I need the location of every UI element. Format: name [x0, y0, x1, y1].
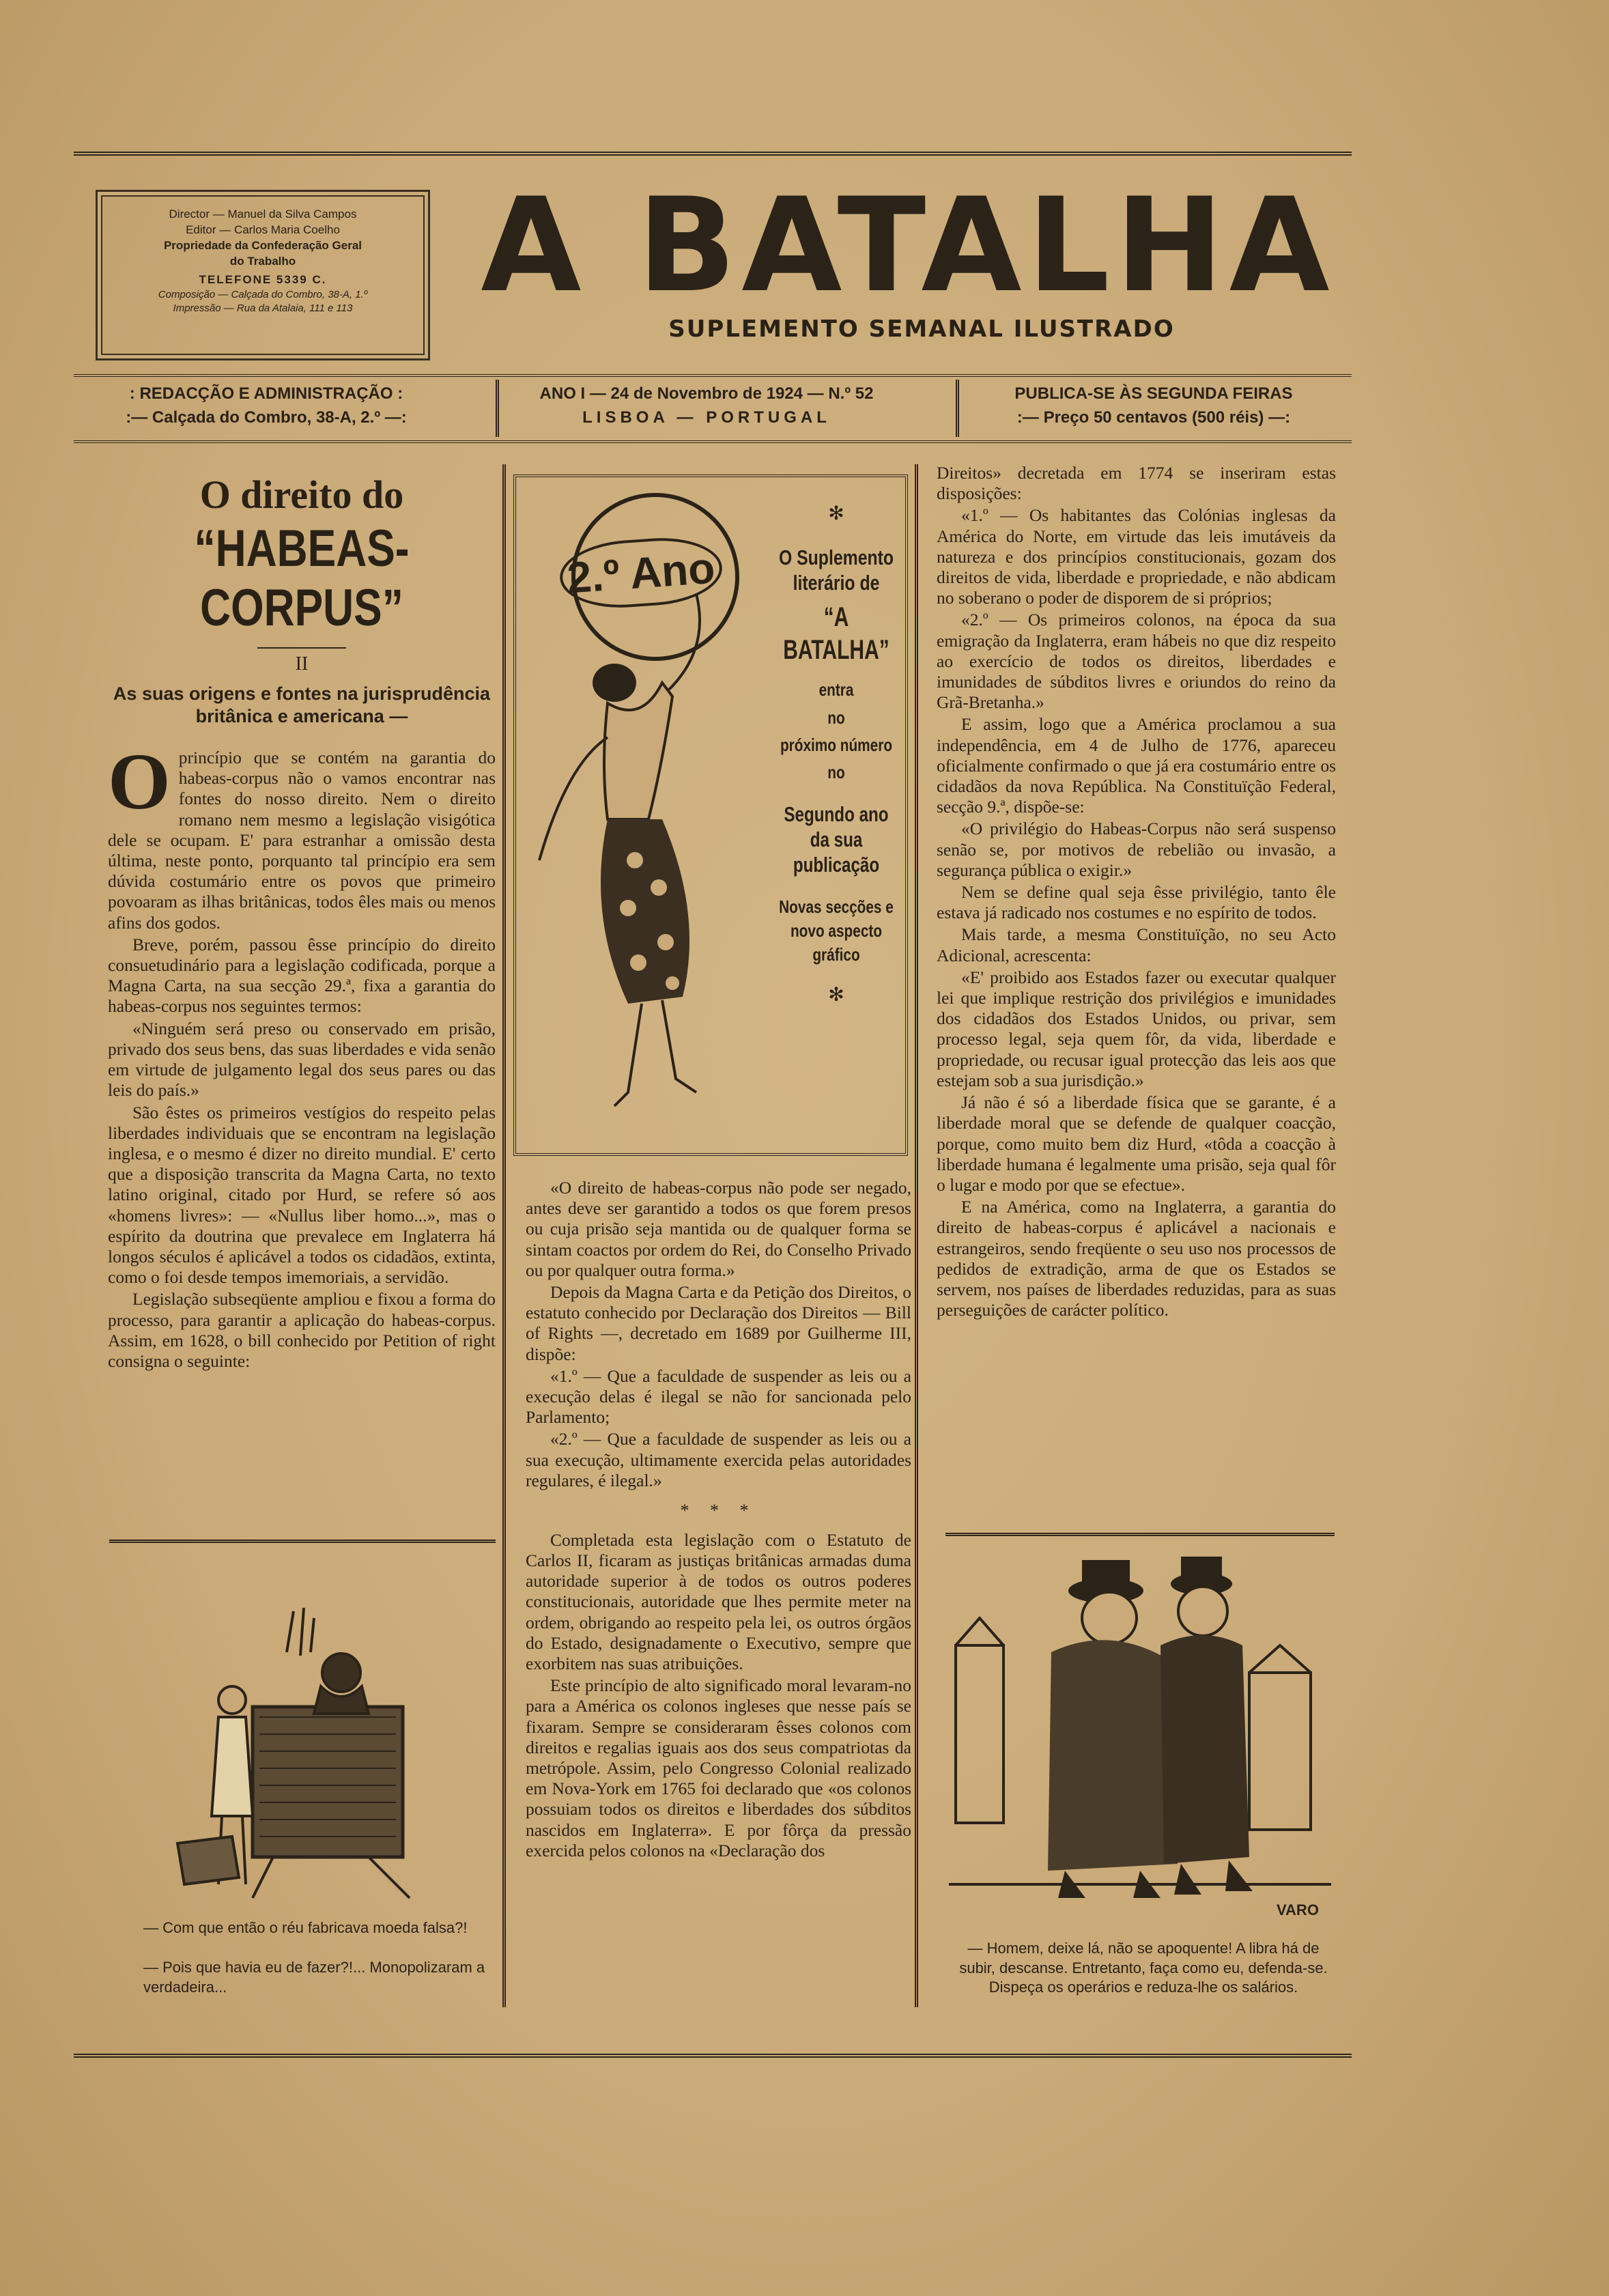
article-paragraph: Nem se define qual seja êsse privilégio, tanto êle estava já radicado nos costumes e no espírito de todos.: [937, 882, 1336, 923]
composition-line: Composição — Calçada do Combro, 38-A, 1.º: [158, 288, 368, 300]
article-title-line-2: “HABEAS-CORPUS”: [194, 519, 410, 637]
article-paragraph: Já não é só a liberdade física que se garante, é a liberdade moral que se defende de qualquer coacção, porque, como muito bem diz Hurd, «tôda a coacção à liberdade humana é legalmente uma prisão, seja qual fôr o lugar e modo por que se efectue».: [937, 1092, 1336, 1195]
issue-line-1: ANO I — 24 de Novembro de 1924 — N.º 52: [539, 384, 874, 403]
cartoon-left-caption-1: — Com que então o réu fabricava moeda falsa?!: [143, 1919, 468, 1936]
meta-separator-2: [956, 380, 959, 437]
article-paragraph: Breve, porém, passou êsse princípio do direito consuetudinário para a legislação codificada, porque a Magna Carta, na sua secção 29.ª, fixa a garantia do habeas-corpus nos seguintes termos:: [108, 934, 496, 1017]
article-paragraph: «O direito de habeas-corpus não pode ser negado, antes deve ser garantido a todos os que forem presos ou cuja prisão seja mantida ou de qualquer forma se sintam coactos por ordem do Rei, do Conselho Privado ou por qualquer outra forma.»: [526, 1178, 911, 1280]
advert-line-5: próximo número: [780, 734, 893, 755]
second-year-badge: 2.º Ano: [558, 534, 724, 612]
issue-line-2: LISBOA — PORTUGAL: [582, 408, 831, 427]
masthead-rule-top: [74, 374, 1352, 377]
advert-line-1: O Suplemento literário de: [778, 545, 894, 595]
drop-cap: O: [108, 737, 171, 827]
cartoon-right-caption: — Homem, deixe lá, não se apoquente! A libra há de subir, descanse. Entretanto, faça como eu, defenda-se. Dispeça os operários e reduza-lhe os salários.: [959, 1940, 1328, 1996]
article-part: II: [295, 653, 309, 675]
cartoon-left-rule: [109, 1540, 496, 1543]
admin-line-2: :— Calçada do Combro, 38-A, 2.º —:: [126, 408, 407, 427]
article-paragraph: Completada esta legislação com o Estatuto de Carlos II, ficaram as justiças britânicas armadas duma autoridade superior à de todos os outros poderes constitucionais, autoridade que lhes permite meter na ordem, obrigando ao respeito pela lei, os outros órgãos do Estado, designadamente o Executivo, sempre que exorbitem nas suas atribuições.: [526, 1529, 911, 1674]
article-title-line-1: O direito do: [199, 472, 404, 517]
publish-line-2: :— Preço 50 centavos (500 réis) —:: [1016, 408, 1291, 427]
article-paragraph: «2.º — Que a faculdade de suspender as leis ou a sua execução, ultimamente exercida pelas autoridades regulares, é ilegal.»: [526, 1429, 911, 1490]
ornament-icon: ✻: [828, 983, 844, 1006]
publish-line-1: PUBLICA-SE ÀS SEGUNDA FEIRAS: [1014, 384, 1293, 403]
issue-block: [509, 382, 905, 430]
owner-line-1: Propriedade da Confederação Geral: [163, 238, 362, 252]
column-separator-1: [502, 464, 506, 2007]
cartoon-two-men: [949, 1543, 1331, 1925]
article-paragraph: «2.º — Os primeiros colonos, na época da sua emigração da Inglaterra, eram hábeis no que diz respeito ao exercício de todos os direitos, liberdades e imunidades de súbditos livres e oriundos do reino da Grã-Bretanha.»: [937, 610, 1336, 713]
owner-line-2: do Trabalho: [229, 254, 296, 268]
director-line: Director — Manuel da Silva Campos: [169, 208, 357, 221]
article-paragraph: «1.º — Os habitantes das Colónias inglesas da América do Norte, em virtude das leis imutáveis da natureza e dos princípios constitucionais, gozam dos direitos de vida, liberdade e propriedade, e não abdicam no soberano o poder de disporem de si próprios;: [937, 505, 1336, 608]
ornament-icon: ✻: [828, 502, 844, 524]
article-paragraph: «O privilégio do Habeas-Corpus não será suspenso senão se, por motivos de rebelião ou invasão, a segurança pública o exigir.»: [937, 819, 1336, 880]
publish-block: [969, 382, 1338, 430]
advert-text: [758, 502, 915, 1006]
advert-line-2: “A BATALHA”: [783, 602, 889, 666]
article-paragraph: Depois da Magna Carta e da Petição dos Direitos, o estatuto conhecido por Declaração dos Direitos — Bill of Rights —, decretado em 1689 por Guilherme III, dispõe:: [526, 1282, 911, 1364]
article-paragraph: «1.º — Que a faculdade de suspender as leis ou a execução delas é ilegal se não for sancionada pelo Parlamento;: [526, 1365, 911, 1428]
article-paragraph: E assim, logo que a América proclamou a sua independência, em 4 de Julho de 1776, apareceu oficialmente confirmado o que já era costumário entre os cidadãos da nova República. Na Constituïção Federal, secção 9.ª, dispõe-se:: [937, 714, 1336, 817]
column-separator-2: [915, 464, 918, 2007]
article-column-3: [937, 463, 1336, 1322]
article-paragraph: E na América, como na Inglaterra, a garantia do direito de habeas-corpus é aplicável a nacionais e estrangeiros, sendo freqüente o seu uso nos processos de pedidos de extradição, arma de que os Estados se servem, nos países de liberdades reduzidas, para as suas perseguições de carácter político.: [937, 1197, 1336, 1320]
printing-line: Impressão — Rua da Atalaia, 111 e 113: [173, 302, 353, 314]
phone-line: TELEFONE 5339 C.: [199, 272, 327, 286]
cartoon-right-rule: [945, 1533, 1335, 1536]
newspaper-title: A BATALHA: [481, 170, 1335, 321]
article-paragraph: «E' proibido aos Estados fazer ou executar qualquer lei que implique restrição dos privilégios e imunidades dos cidadãos dos Estados Unidos, ou privar, sem processo legal, seja quem fôr, da vida, liberdade e propriedade, ou recusar igual protecção das leis aos que estejam sob a sua jurisdição.»: [937, 967, 1336, 1090]
admin-block: [82, 382, 451, 430]
advert-line-6: no: [827, 762, 845, 783]
masthead-rule-bottom: [74, 440, 1352, 443]
article-paragraph: Direitos» decretada em 1774 se inseriram estas disposições:: [937, 463, 1336, 504]
article-paragraph: Oprincípio que se contém na garantia do habeas-corpus não o vamos encontrar nas fontes do nosso direito. Nem o direito romano nem mesmo a legislação visigótica dele se ocupam. E' para estranhar a omissão desta última, neste ponto, porquanto tal princípio era sem dúvida costumário entre os povos que primeiro povoaram as ilhas britânicas, todos êles mais ou menos afins dos godos.: [108, 737, 496, 933]
article-paragraph: «Ninguém será preso ou conservado em prisão, privado dos seus bens, das suas liberdades e vida senão em virtude de julgamento legal dos seus pares ou das leis do país.»: [108, 1018, 496, 1101]
article-paragraph: São êstes os primeiros vestígios do respeito pelas liberdades individuais que se encontram na legislação inglesa, e o mesmo é dizer no direito mundial. E' certo que a disposição transcrita da Magna Carta, no texto latino original, citado por Hurd, se refere só aos «homens livres»: — «Nullus liber homo...», mas o espírito da doutrina que prevalece em Inglaterra há longos séculos é aplicável a todos os cidadãos, extinta, como o foi desde tempos imemoriais, a servidão.: [108, 1102, 496, 1288]
meta-separator-1: [496, 380, 499, 437]
cartoon-left-caption-2: — Pois que havia eu de fazer?!... Monopolizaram a verdadeira...: [143, 1959, 485, 1996]
cartoon-signature: VARO: [1277, 1901, 1319, 1918]
article-subtitle: As suas origens e fontes na jurisprudência britânica e americana —: [113, 683, 491, 727]
article-paragraph: Legislação subseqüente ampliou e fixou a forma do processo, para garantir a aplicação do habeas-corpus. Assim, em 1628, o bill conhecido por Petition of right consigna o seguinte:: [108, 1289, 496, 1371]
advert-line-7: Segundo ano da sua publicação: [784, 802, 889, 877]
section-divider: * * *: [680, 1501, 757, 1521]
advert-line-3: entra: [818, 679, 854, 700]
article-paragraph: Este princípio de alto significado moral levaram-no para a América os colonos ingleses que nesse país se fixaram. Sempre se consideraram êsses colonos com direitos e regalias iguais aos dos seus compatriotas da metrópole. Assim, pelo Congresso Colonial realizado em Nova-York em 1765 foi declarado que «os colonos possuiam todos os direitos e liberdades dos súbditos nascidos em Inglaterra». E por fôrça da pressão exercida pelos colonos na «Declaração dos: [526, 1675, 911, 1860]
admin-line-1: : REDACÇÃO E ADMINISTRAÇÃO :: [129, 384, 403, 403]
title-rule: [257, 647, 346, 649]
article-column-1: [108, 471, 496, 1373]
editor-line: Editor — Carlos Maria Coelho: [186, 223, 340, 236]
cartoon-courtroom: [137, 1570, 478, 1912]
newspaper-subtitle: SUPLEMENTO SEMANAL ILUSTRADO: [668, 315, 1175, 343]
article-column-2: [526, 1178, 911, 1862]
advert-line-4: no: [827, 707, 845, 728]
article-paragraph: Mais tarde, a mesma Constituïção, no seu Acto Adicional, acrescenta:: [937, 924, 1336, 965]
advert-line-8: Novas secções e novo aspecto gráfico: [779, 896, 894, 965]
masthead-info-box: [96, 190, 430, 360]
